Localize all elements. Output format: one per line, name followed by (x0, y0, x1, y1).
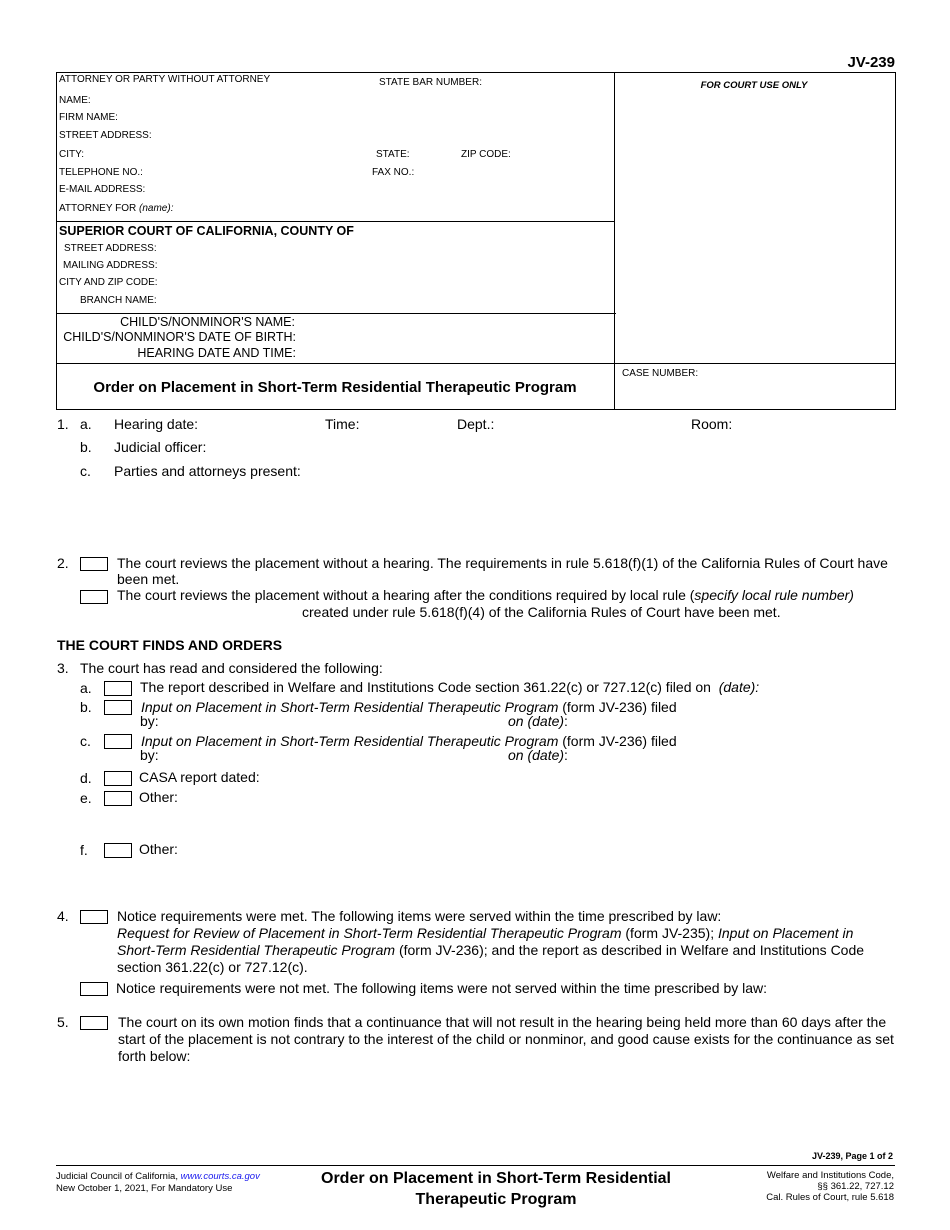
courts-link[interactable]: www.courts.ca.gov (180, 1171, 260, 1182)
form-title: Order on Placement in Short-Term Residential Therapeutic Program (93, 379, 577, 396)
fax-label[interactable]: FAX NO.: (372, 167, 415, 178)
item1c-label: c. (80, 463, 91, 479)
item3b-on-date[interactable]: on (date): (508, 713, 568, 729)
item1a-label: a. (80, 416, 92, 432)
item2-text-1: The court reviews the placement without a hearing. The requirements in rule 5.618(f)(1) of the California Rules of Court have (117, 555, 888, 571)
item3e-other-field[interactable]: Other: (139, 789, 178, 805)
hearing-date-field[interactable]: Hearing date: (114, 416, 199, 432)
item3b-by[interactable]: by: (140, 713, 159, 729)
case-number-label[interactable]: CASE NUMBER: (622, 368, 699, 379)
item2-number: 2. (57, 555, 69, 571)
footer-ref-2: §§ 361.22, 727.12 (817, 1181, 894, 1192)
zip-label[interactable]: ZIP CODE: (461, 149, 511, 160)
court-title: SUPERIOR COURT OF CALIFORNIA, COUNTY OF (59, 224, 354, 238)
state-label[interactable]: STATE: (376, 149, 410, 160)
item3c-checkbox[interactable] (104, 734, 132, 749)
item3c-by[interactable]: by: (140, 747, 159, 763)
court-use-only: FOR COURT USE ONLY (700, 80, 808, 91)
firm-name-label[interactable]: FIRM NAME: (59, 112, 118, 123)
item4-met-checkbox[interactable] (80, 910, 108, 924)
time-field[interactable]: Time: (325, 416, 360, 432)
name-label[interactable]: NAME: (59, 95, 91, 106)
item5-line2: start of the placement is not contrary to the interest of the child or nonminor, and good cause exists for the continuance as set (118, 1031, 894, 1047)
dept-field[interactable]: Dept.: (457, 416, 495, 432)
parties-present-field[interactable]: Parties and attorneys present: (114, 463, 301, 479)
item3-intro: The court has read and considered the following: (80, 660, 383, 676)
item1b-label: b. (80, 439, 92, 455)
item3b-checkbox[interactable] (104, 700, 132, 715)
item4-not-met-checkbox[interactable] (80, 982, 108, 996)
item3d-checkbox[interactable] (104, 771, 132, 786)
attorney-header: ATTORNEY OR PARTY WITHOUT ATTORNEY (59, 74, 271, 85)
item5-checkbox[interactable] (80, 1016, 108, 1030)
item3c-on-date[interactable]: on (date): (508, 747, 568, 763)
room-field[interactable]: Room: (691, 416, 733, 432)
item2-text-1b: been met. (117, 571, 180, 587)
court-street-label[interactable]: STREET ADDRESS: (64, 243, 157, 254)
item5-number: 5. (57, 1014, 69, 1030)
item4-not-met-text: Notice requirements were not met. The following items were not served within the time prescribed by law: (116, 980, 768, 996)
attorney-for-label[interactable]: ATTORNEY FOR (name): (59, 203, 174, 214)
item3d-label: d. (80, 770, 92, 786)
city-label[interactable]: CITY: (59, 149, 85, 160)
item3b-text: Input on Placement in Short-Term Residential Therapeutic Program (form JV-236) filed (141, 699, 677, 715)
item3f-label: f. (80, 842, 88, 858)
footer-ref-1: Welfare and Institutions Code, (766, 1170, 894, 1181)
hearing-date-time-label[interactable]: HEARING DATE AND TIME: (137, 346, 296, 360)
child-name-label[interactable]: CHILD'S/NONMINOR'S NAME: (120, 315, 295, 329)
adoption-note: New October 1, 2021, For Mandatory Use (56, 1183, 233, 1194)
item2-text-2b: created under rule 5.618(f)(4) of the California Rules of Court have been met. (302, 604, 781, 620)
item4-number: 4. (57, 908, 69, 924)
form-number: JV-239 (847, 54, 895, 71)
item5-line1: The court on its own motion finds that a continuance that will not result in the hearing being held more than 60 days after the (118, 1014, 887, 1030)
judicial-council: Judicial Council of California, www.courts.ca.gov (56, 1171, 260, 1182)
item4-met-line2: Request for Review of Placement in Short-Term Residential Therapeutic Program (form JV-235); Input on Placement in (117, 925, 854, 941)
item4-met-line3: Short-Term Residential Therapeutic Program (form JV-236); and the report as described in Welfare and Institutions Code (117, 942, 865, 958)
page-indicator: JV-239, Page 1 of 2 (811, 1151, 893, 1161)
item3b-label: b. (80, 699, 92, 715)
branch-name-label[interactable]: BRANCH NAME: (80, 295, 157, 306)
state-bar-label[interactable]: STATE BAR NUMBER: (379, 77, 482, 88)
item3e-label: e. (80, 790, 92, 806)
item2-text-2: The court reviews the placement without a hearing after the conditions required by local rule (specify local rule number) (117, 587, 854, 603)
item4-met-text: Notice requirements were met. The following items were served within the time prescribed by law: (117, 908, 722, 924)
item3f-checkbox[interactable] (104, 843, 132, 858)
footer-ref-3: Cal. Rules of Court, rule 5.618 (766, 1192, 894, 1203)
judicial-officer-field[interactable]: Judicial officer: (114, 439, 207, 455)
street-address-label[interactable]: STREET ADDRESS: (59, 130, 152, 141)
footer-title-1: Order on Placement in Short-Term Residential (321, 1170, 671, 1187)
item3a-text: The report described in Welfare and Institutions Code section 361.22(c) or 727.12(c) filed on (date): (140, 679, 760, 695)
item5-line3: forth below: (118, 1048, 191, 1064)
item3f-other-field[interactable]: Other: (139, 841, 178, 857)
footer-title-2: Therapeutic Program (415, 1191, 577, 1208)
item3e-checkbox[interactable] (104, 791, 132, 806)
item3c-text: Input on Placement in Short-Term Residential Therapeutic Program (form JV-236) filed (141, 733, 677, 749)
telephone-label[interactable]: TELEPHONE NO.: (59, 167, 143, 178)
court-city-zip-label[interactable]: CITY AND ZIP CODE: (59, 277, 158, 288)
item3a-label: a. (80, 680, 92, 696)
court-mailing-label[interactable]: MAILING ADDRESS: (63, 260, 158, 271)
item3a-checkbox[interactable] (104, 681, 132, 696)
item2-checkbox-1[interactable] (80, 557, 108, 571)
casa-report-field[interactable]: CASA report dated: (139, 769, 260, 785)
item3-number: 3. (57, 660, 69, 676)
findings-heading: THE COURT FINDS AND ORDERS (57, 637, 283, 653)
item3c-label: c. (80, 733, 91, 749)
caption-divider (614, 72, 615, 409)
item4-met-line4: section 361.22(c) or 727.12(c). (117, 959, 308, 975)
item2-checkbox-2[interactable] (80, 590, 108, 604)
item1-number: 1. (57, 416, 69, 432)
email-label[interactable]: E-MAIL ADDRESS: (59, 184, 146, 195)
child-dob-label[interactable]: CHILD'S/NONMINOR'S DATE OF BIRTH: (63, 330, 296, 344)
